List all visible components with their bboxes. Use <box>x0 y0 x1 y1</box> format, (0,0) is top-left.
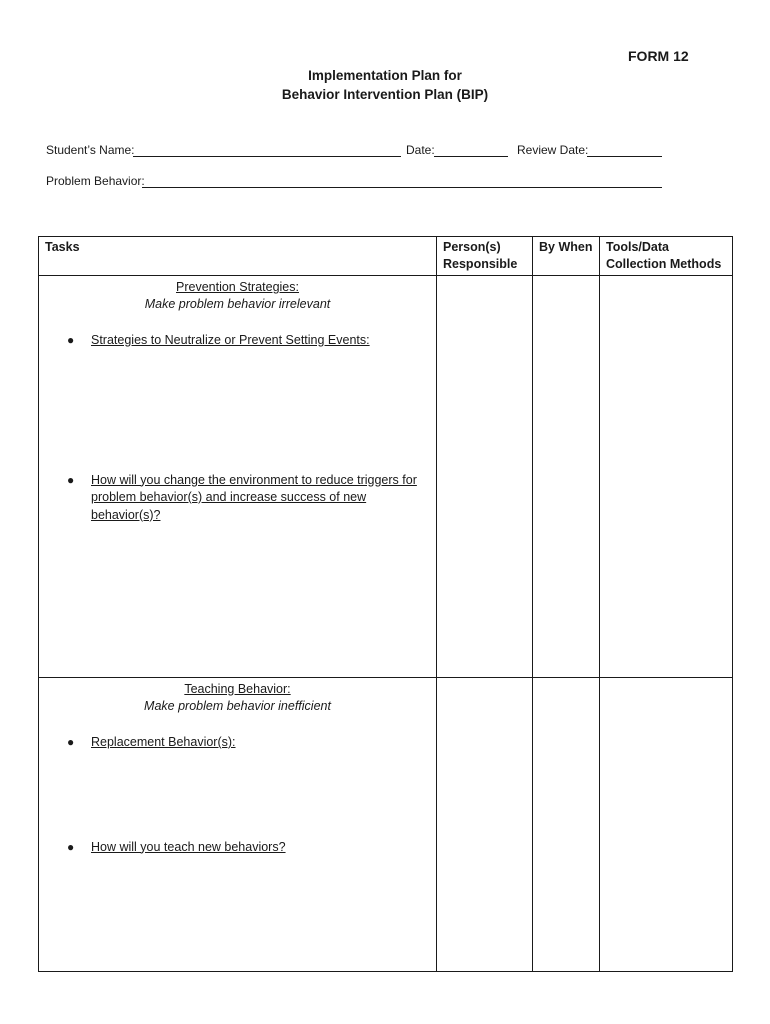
teaching-subheading: Make problem behavior inefficient <box>144 699 331 713</box>
table-row-prevention <box>39 276 733 678</box>
header-tools-data: Tools/Data Collection Methods <box>600 237 733 276</box>
student-name-field[interactable] <box>133 156 401 157</box>
teaching-bullet-teach-new <box>39 839 436 857</box>
student-info-row <box>46 142 686 160</box>
date-field[interactable] <box>434 156 508 157</box>
prevention-by-when-cell[interactable] <box>533 276 600 678</box>
bullet-icon: ● <box>67 472 75 487</box>
teaching-persons-cell[interactable] <box>437 678 533 972</box>
teaching-tools-cell[interactable] <box>600 678 733 972</box>
teaching-bullet-2-text: How will you teach new behaviors? <box>91 839 286 854</box>
student-name-label: Student’s Name: <box>46 143 135 157</box>
teaching-tasks-cell <box>39 678 437 972</box>
header-by-when: By When <box>533 237 600 276</box>
teaching-heading: Teaching Behavior: <box>184 682 291 696</box>
bullet-icon: ● <box>67 333 75 347</box>
prevention-bullet-2-text: How will you change the environment to reduce triggers for problem behavior(s) and increase success of new behavior(s)? <box>91 472 417 522</box>
table-header-row <box>39 237 733 276</box>
prevention-bullet-setting-events <box>39 332 436 350</box>
bullet-icon: ● <box>67 839 75 854</box>
header-persons-responsible: Person(s) Responsible <box>437 237 533 276</box>
teaching-bullet-replacement <box>39 734 436 752</box>
review-date-label: Review Date: <box>517 143 589 157</box>
prevention-bullet-1-text: Strategies to Neutralize or Prevent Setting Events: <box>91 333 370 347</box>
prevention-subheading: Make problem behavior irrelevant <box>144 297 331 311</box>
date-label: Date: <box>406 143 435 157</box>
review-date-field[interactable] <box>587 156 662 157</box>
prevention-heading-block <box>39 279 436 313</box>
implementation-table <box>38 236 733 972</box>
teaching-by-when-cell[interactable] <box>533 678 600 972</box>
problem-behavior-label: Problem Behavior: <box>46 174 145 188</box>
prevention-tools-cell[interactable] <box>600 276 733 678</box>
teaching-heading-block <box>39 681 436 715</box>
prevention-tasks-cell <box>39 276 437 678</box>
problem-behavior-field[interactable] <box>142 187 662 188</box>
teaching-bullet-1-text: Replacement Behavior(s): <box>91 735 236 749</box>
table-row-teaching <box>39 678 733 972</box>
form-number: FORM 12 <box>628 48 689 64</box>
header-tasks: Tasks <box>39 237 437 276</box>
page-title-line-1: Implementation Plan for <box>308 68 462 83</box>
prevention-heading: Prevention Strategies: <box>176 280 299 294</box>
prevention-persons-cell[interactable] <box>437 276 533 678</box>
problem-behavior-row <box>46 173 686 191</box>
page-title-line-2: Behavior Intervention Plan (BIP) <box>281 87 489 102</box>
bullet-icon: ● <box>67 735 75 749</box>
prevention-bullet-environment <box>39 472 436 525</box>
